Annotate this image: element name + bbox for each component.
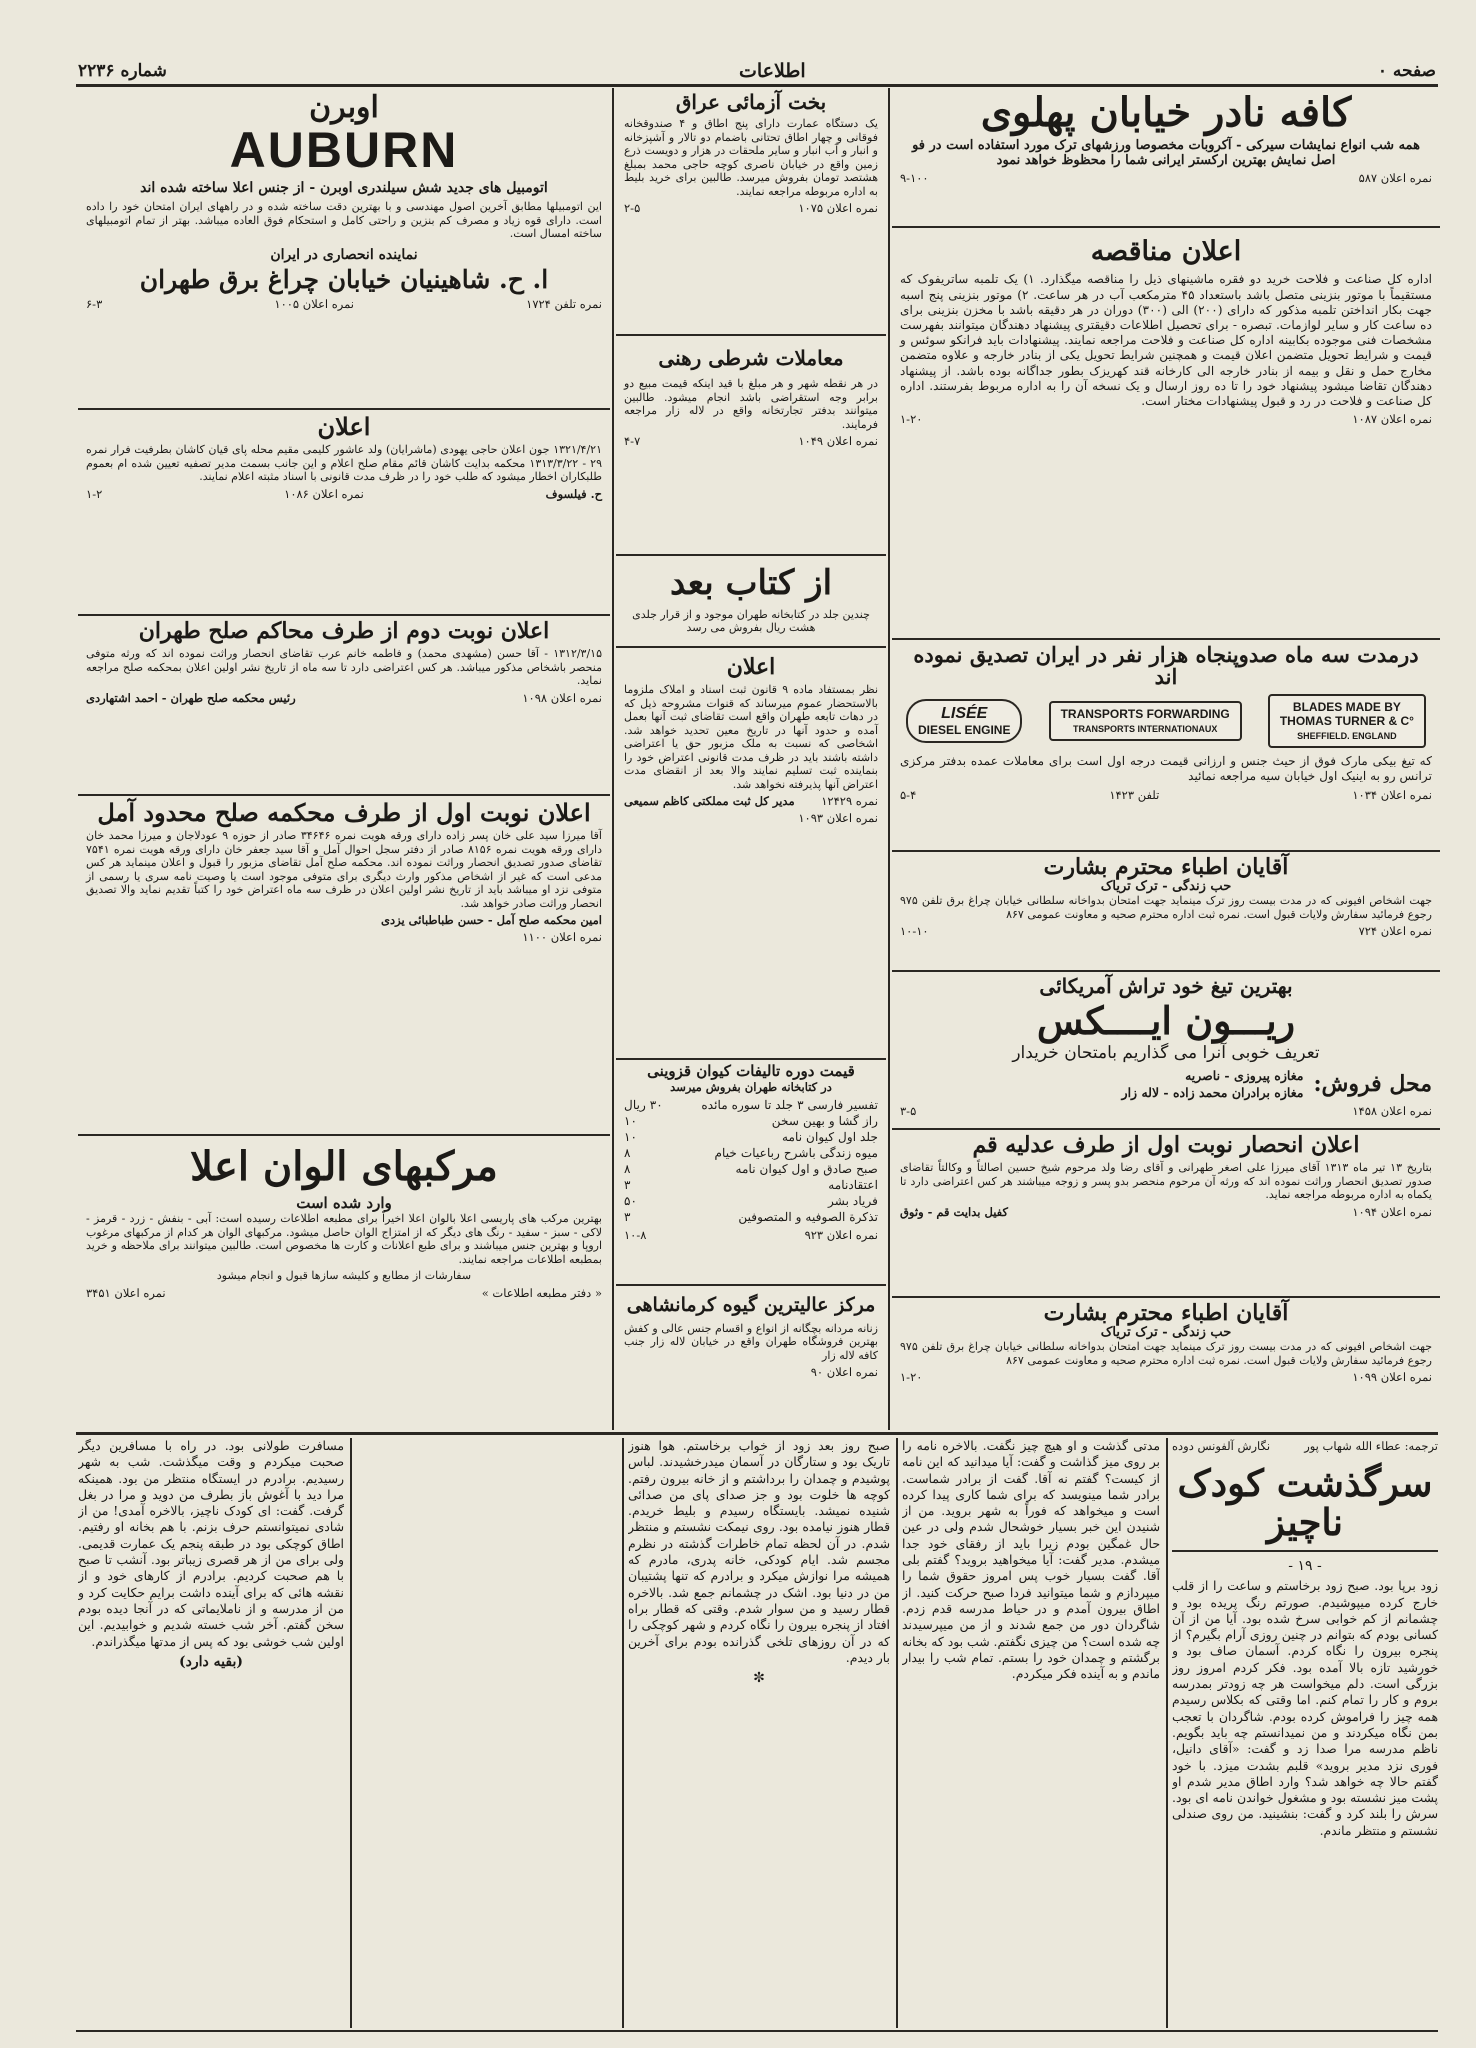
issue-number: شماره ۲۲۳۶: [78, 61, 167, 81]
story-text-3: صبح روز بعد زود از خواب برخاستم. هوا هنوز تاریک بود و ستارگان در آسمان میدرخشیدند. لباس پوشیدم و چمدان را برداشتم و از خانه بیرون رفتم. کوچه ها خلوت بود و جز صدای پای من صدائی شنیده نمیشد. بایستگاه رسیدم و بلیط خریدم. قطار هنوز نیامده بود. روی نیمکت نشستم و منتظر شدم. در آن لحظه تمام خاطرات گذشته در نظرم مجسم شد. ایام کودکی، خانه پدری، مادرم که همیشه مرا نوازش میکرد و برادرم که تنها پشتیبان من در دنیا بود. اشک در چشمانم جمع شد. بالاخره قطار رسید و من سوار شدم. وقتی که قطار براه افتاد از پنجره بیرون را نگاه کردم و شهر کوچکی را که در آن روزهای تلخی گذرانده بودم برای آخرین بار دیدم.: [628, 1438, 890, 1665]
list-item: صبح صادق و اول کیوان نامه ۸: [624, 1161, 878, 1176]
tender-ad: [892, 228, 1440, 640]
amol-court-body: آقا میرزا سید علی خان پسر زاده دارای ورقه هویت نمره ۳۴۶۴۶ صادر از حوزه ۹ عودلاجان و میرزا محمد خان دارای ورقه هویت نمره ۸۱۵۶ صادر از دفتر سجل احوال آمل و آقا سید جعفر خان دارای ورقه هویت نمره ۷۵۴۱ تقاضای صدور تصدیق انحصار وراثت نموده اند. محکمه صلح آمل تقاضای مزبور را قبول و اعلان مینماید هر کس مدعی است که غیر از اشخاص مذکور وارث دیگری برای متوفی موجود است یا وصیت نامه سری یا رسمی از متوفی نزد او میباشد باید از تاریخ نشر اولین اعلان در ظرف سه ماه اعتراض خود را کتباً تقدیم نماید والا تصدیق انحصار وراثت صادر خواهد شد.: [86, 829, 602, 910]
serial-story: [78, 1438, 1440, 2034]
razor-footer: نمره اعلان ۱۴۵۸ ۳-۵: [900, 1103, 1432, 1118]
page-number: صفحه ۰: [1377, 61, 1436, 81]
ornament-icon: ✼: [753, 1670, 765, 1687]
story-column-2: [902, 1438, 1160, 2028]
ink-ad: [78, 1136, 610, 1430]
book-title: از کتاب بعد: [669, 563, 833, 603]
book-ad: [616, 556, 886, 648]
doctors-ad-2: [892, 1298, 1440, 1430]
registry-title: اعلان: [726, 654, 776, 680]
blades-body: که تیغ بیکی مارک فوق از حیث جنس و ارزانی قیمت درجه اول است برای معاملات عمده بدفتر مرکزی ترانس رو به اینیک اول خیابان سیه مراجعه نمائید: [900, 754, 1432, 784]
cafe-title: کافه نادر خیابان پهلوی: [980, 89, 1352, 136]
story-text-4: مسافرت طولانی بود. در راه با مسافرین دیگر صحبت میکردم و وقت میگذشت. شب به شهر رسیدیم. برادرم در ایستگاه منتظر من بود. همینکه مرا دید با آغوش باز بطرف من دوید و مرا در بغل گرفت. گفت: ای کودک ناچیز، بالاخره آمدی! من از شادی نمیتوانستم حرف بزنم. با هم بخانه او رفتیم. اطاق کوچکی بود در طبقه پنجم یک عمارت قدیمی. ولی برای من از هر قصری زیباتر بود. آنشب تا صبح با هم صحبت کردیم. برادرم از کارهای خود و از نقشه هائی که برای آینده داشت برایم حکایت کرد و من از مدرسه و از ناملایماتی که در آنجا دیده بودم سخن گفتم. آخر شب خسته شدیم و خوابیدیم. این اولین شب خوشی بود که پس از مدتها میگذراندم.: [78, 1438, 344, 1649]
qom-court-footer: نمره اعلان ۱۰۹۴ کفیل بدایت قم - وثوق: [900, 1204, 1432, 1219]
left-column: [78, 88, 610, 1430]
auburn-lead: اتومبیل های جدید شش سیلندری اوبرن - از جنس اعلا ساخته شده اند: [140, 180, 548, 196]
razor-sale-label: محل فروش:: [1313, 1070, 1432, 1097]
iraq-title: بخت آزمائی عراق: [675, 90, 827, 114]
iraq-lottery-ad: [616, 88, 886, 336]
story-text-2: مدتی گذشت و او هیچ چیز نگفت. بالاخره نامه را بر روی میز گذاشت و گفت: آیا میدانید که این نامه از کیست؟ گفتم نه آقا. گفت از برادر شماست. برادر شما مینویسد که برای شما کاری پیدا کرده است و میخواهد که فوراً به شهر بروید. من از شنیدن این خبر بسیار خوشحال شدم ولی در عین حال غمگین بودم زیرا باید از رفقای خود جدا میشدم. مدیر گفت: آیا میخواهید بروید؟ گفتم بلی آقا. گفت بسیار خوب پس امروز حقوق شما را میپردازم و شما میتوانید فردا صبح حرکت کنید. از اطاق بیرون آمدم و در حیاط مدرسه قدم زدم. شاگردان دور من جمع شدند و از من میپرسیدند چه شده است؟ من چیزی نگفتم. شب بود که بخانه برگشتم و چمدان خود را بستم. تمام شب را بیدار ماندم و به آینده فکر میکردم.: [902, 1438, 1160, 1682]
amol-court-sign: امین محکمه صلح آمل - حسن طباطبائی یزدی: [380, 913, 602, 928]
amol-court-title: اعلان نوبت اول از طرف محکمه صلح محدود آمل: [97, 798, 591, 827]
ink-subtitle: وارد شده است: [296, 1194, 392, 1212]
qom-court-title: اعلان انحصار نوبت اول از طرف عدلیه قم: [972, 1132, 1360, 1158]
blades-ad: [892, 640, 1440, 852]
story-title: سرگذشت کودک ناچیز: [1172, 1464, 1438, 1552]
list-item: اعتقادنامه ۳: [624, 1177, 878, 1192]
doctors-sub-1: حب زندگی - ترک تریاک: [1100, 879, 1232, 895]
iraq-footer: نمره اعلان ۱۰۷۵ ۲-۵: [624, 201, 878, 215]
blades-logos: [906, 694, 1426, 748]
tender-footer: نمره اعلان ۱۰۸۷ ۱-۲۰: [900, 412, 1432, 427]
keyvan-books-ad: [616, 1060, 886, 1286]
list-item: میوه زندگی باشرح رباعیات خیام ۸: [624, 1145, 878, 1160]
keyvan-title: قیمت دوره تالیفات کیوان قزوینی: [647, 1062, 855, 1080]
cafe-body: همه شب انواع نمایشات سیرکی - آکروبات مخصوصا ورزشهای ترک مورد استفاده است در فو اصل نمایش بهترین ارکستر ایرانی شما را محظوظ خواهد نمود: [912, 138, 1420, 169]
razor-title: بهترین تیغ خود تراش آمریکائی: [1039, 974, 1293, 998]
doctors-title-1: آقایان اطباء محترم بشارت: [1043, 854, 1289, 880]
doctors-title-2: آقایان اطباء محترم بشارت: [1043, 1300, 1289, 1326]
auburn-body: این اتومبیلها مطابق آخرین اصول مهندسی و با بهترین دقت ساخته شده و در راههای ایران امتحان خود را داده است. دارای قوه زیاد و مصرف کم بنزین و راحتی کامل و استحکام فوق العاده میباشد. بهتر از تمام اتومبیلهای ساخته امسال است.: [86, 200, 602, 240]
story-divider-3: [622, 1438, 624, 2028]
kerman-title: مرکز عالیترین گیوه کرمانشاهی: [626, 1294, 876, 1316]
iraq-body: یک دستگاه عمارت دارای پنج اطاق و ۴ صندوقخانه فوقانی و چهار اطاق تحتانی باضمام دو تالار و آشپزخانه و انبار و آب انبار و سایر ملحقات در هزار و دویست ذرع زمین واقع در خیابان ناصری کوچه حاجی محمد بمبلغ هشتصد تومان بفروش میرسد. طالبین برای خرید بلیط به اداره مربوطه مراجعه نمایند.: [624, 117, 878, 198]
list-item: جلد اول کیوان نامه ۱۰: [624, 1129, 878, 1144]
tehran-court-footer: نمره اعلان ۱۰۹۸ رئیس محکمه صلح طهران - احمد اشتهاردی: [86, 690, 602, 705]
kashan-title: اعلان: [317, 412, 371, 441]
tehran-court-body: ۱۳۱۲/۳/۱۵ - آقا حسن (مشهدی محمد) و فاطمه خانم عرب تقاضای انحصار وراثت نموده اند که ورثه متوفی منحصر باشخاص مذکور میباشد. هر کس اعتراضی دارد تا سه ماه از تاریخ نشر اولین اعلان بمحکمه صلح مراجعه نماید.: [86, 647, 602, 688]
doctors-footer-2: نمره اعلان ۱۰۹۹ ۱-۲۰: [900, 1370, 1432, 1385]
tehran-court-notice: [78, 616, 610, 796]
registry-footer: نمره اعلان ۱۰۹۳: [798, 811, 878, 826]
story-divider-1: [1166, 1438, 1168, 2028]
keyvan-footer: نمره اعلان ۹۲۳ ۱۰-۸: [624, 1227, 878, 1242]
list-item: راز گشا و بهین سخن ۱۰: [624, 1113, 878, 1128]
razor-sale-points: [900, 1067, 1432, 1101]
story-continued: (بقیه دارد): [179, 1653, 243, 1670]
list-item: تذکرة الصوفیه و المتصوفین ۳: [624, 1209, 878, 1224]
kerman-body: زنانه مردانه بچگانه از انواع و اقسام جنس عالی و کفش بهترین فروشگاه طهران واقع در خیابان لاله زار جنب کافه لاله زار: [624, 1321, 878, 1362]
book-body: چندین جلد در کتابخانه طهران موجود و از قرار جلدی هشت ریال بفروش می رسد: [632, 607, 870, 635]
story-byline: ترجمه: عطاء الله شهاب پور نگارش آلفونس دوده: [1172, 1439, 1438, 1453]
ink-note: سفارشات از مطابع و کلیشه سازها قبول و انجام میشود: [216, 1269, 472, 1282]
auburn-ad: [78, 88, 610, 410]
amol-court-footer: نمره اعلان ۱۱۰۰: [522, 930, 602, 945]
diesel-engine-logo: LISÉE DIESEL ENGINE: [906, 699, 1022, 743]
registry-sign: نمره ۱۲۴۲۹ مدیر کل ثبت مملکتی کاظم سمیعی: [624, 794, 878, 809]
column-divider-2: [612, 88, 614, 1430]
razor-ad: [892, 972, 1440, 1130]
story-divider-4: [350, 1438, 352, 2028]
ink-footer: « دفتر مطبعه اطلاعات » نمره اعلان ۳۴۵۱: [86, 1285, 602, 1300]
blades-title: درمدت سه ماه صدوپنجاه هزار نفر در ایران تصدیق نموده اند: [913, 642, 1419, 690]
mortgage-body: در هر نقطه شهر و هر مبلغ با قید اینکه قیمت مبیع دو برابر وجه استقراضی باشد انجام میشود. طالبین میتوانند بدفتر تجارتخانه واقع در لاله زار مراجعه فرمایند.: [624, 377, 878, 431]
column-divider-1: [888, 88, 890, 1430]
kashan-notice: [78, 410, 610, 616]
razor-shops: مغازه پیروزی - ناصریه مغازه برادران محمد زاده - لاله زار: [1121, 1067, 1304, 1100]
cafe-footer: نمره اعلان ۵۸۷ ۹-۱۰۰: [900, 171, 1432, 186]
auburn-footer: نمره تلفن ۱۷۲۴ نمره اعلان ۱۰۰۵ ۶-۳: [86, 296, 602, 311]
auburn-latin-name: AUBURN: [229, 121, 459, 178]
kerman-footer: نمره اعلان ۹۰: [810, 1365, 878, 1380]
keyvan-book-list: [624, 1097, 878, 1225]
blades-footer: نمره اعلان ۱۰۳۴ تلفن ۱۴۲۳ ۵-۴: [900, 787, 1432, 802]
list-item: تفسیر فارسی ۳ جلد تا سوره مائده ۳۰ ریال: [624, 1097, 878, 1112]
mortgage-footer: نمره اعلان ۱۰۴۹ ۴-۷: [624, 434, 878, 448]
masthead: [78, 58, 1436, 84]
cafe-ad: [892, 88, 1440, 228]
bottom-rule: [76, 2030, 1438, 2032]
newspaper-name: اطلاعات: [738, 60, 806, 82]
kashan-body: ۱۳۲۱/۴/۲۱ جون اعلان حاجی یهودی (ماشرایان) ولد عاشور کلیمی مقیم محله پای قیان کاشان بطرفیت فرار نمره ۲۹ - ۱۳۱۳/۳/۲۲ محکمه بدایت کاشان قائم مقام صلح اعلام و این جانب بسمت مدیر تصفیه تعیین شده ام بعموم طلبکاران اخطار میشود که طلب خود را در ظرف مدت قانونی با اسناد مثبته اعلام نمایند.: [86, 443, 602, 484]
story-column-1: [1172, 1438, 1438, 2028]
story-divider-2: [896, 1438, 898, 2028]
doctors-body-1: جهت اشخاص افیونی که در مدت بیست روز ترک مینماید جهت امتحان بدواخانه سلطانی خیابان چراغ برق تلفن ۹۷۵ رجوع فرمائید سفارش ولایات قبول است. نمره ثبت اداره محترم صحیه و معاونت عمومی ۸۶۷: [900, 894, 1432, 921]
transports-logo: TRANSPORTS FORWARDING TRANSPORTS INTERNATIONAUX: [1049, 701, 1242, 741]
doctors-footer-1: نمره اعلان ۷۲۴ ۱۰-۱۰: [900, 924, 1432, 939]
thomas-turner-logo: BLADES MADE BY THOMAS TURNER & C° SHEFFIELD. ENGLAND: [1268, 694, 1426, 748]
story-column-4: [78, 1438, 344, 2028]
ink-body: بهترین مرکب های پاریسی اعلا بالوان اعلا اخیراً برای مطبعه اطلاعات رسیده است: آبی - بنفش - زرد - قرمز - لاکی - سبز - سفید - رنگ های دیگر که از امتزاج الوان حاصل میشود. مرکبهای الوان هر کدام از مرکبهای مرغوب اروپا و بهترین جنس میباشند و برای طبع اعلانات و کارت ها مخصوص است. طالبین میتوانند برای ملاحظه و خرید بمطبعه اطلاعات مراجعه نمایند.: [86, 1212, 602, 1266]
razor-tagline: تعریف خوبی آنرا می گذاریم بامتحان خریدار: [1012, 1042, 1320, 1063]
mortgage-ad: [616, 336, 886, 556]
story-part-number: - ۱۹ -: [1288, 1557, 1322, 1574]
kerman-shoes-ad: [616, 1286, 886, 1430]
registry-notice: [616, 648, 886, 1060]
ink-title: مرکبهای الوان اعلا: [190, 1143, 498, 1190]
mortgage-title: معاملات شرطی رهنی: [658, 346, 844, 370]
registry-body: نظر بمستفاد ماده ۹ قانون ثبت اسناد و املاک ملزوما بالاستحضار عموم میرساند که قنوات مشروحه ذیل که در دهات تابعه طهران واقع است تقاضای ثبت آنها بعمل آمده و حدود آنها در تاریخ معین تحدید خواهد شد. اشخاصی که نسبت به ملک مزبور حق یا اعتراضی داشته باشند باید در ظرف مدت قانونی اعتراض خود را بنماینده ثبت تسلیم نمایند والا بعد از انقضای مدت اعتراض آنها پذیرفته نخواهد شد.: [624, 683, 879, 791]
right-column: [892, 88, 1440, 1430]
story-column-3: [628, 1438, 890, 2028]
tender-body: اداره کل صناعت و فلاحت خرید دو فقره ماشینهای ذیل را مناقصه میگذارد. ۱) یک تلمبه ساتریفوک که مستقیماً با موتور بنزینی متصل باشد باستعداد ۴۵ مترمکعب آب در هر ساعت. ۲) موتور بنزینی پنج اسبه جهت بکار انداختن تلمبه مذکور که دارای (۲۰۰) الی (۳۰۰) دوران در هر دقیقه باشد با مخزن بنزینی برای ده ساعت کار و سایر لوازمات. تبصره - برای تحصیل اطلاعات دقیقتری پیشنهاد دهندگان میتوانند بفهرست مشخصات فنی موجوده بکابینه اداره کل صناعت و فلاحت مراجعه نمایند. پیشنهادات باید فرانکو سوئس و قیمت و شرایط تحویل متضمن اعلان قیمت و همچنین شرایط تحویل یکی از بنادر خارجه و علاوه متضمن مخارج حمل و نقل و بیمه از بنادر خارجه الی کارخانه قند کهریزک بطور جداگانه بوده باشد. از پیشنهاد دهندگان تقاضا میشود پیشنهاد خود را تا ده روز ارسال و یک نسخه آن را به اداره مربوط بفرستند. اداره کل صناعت و فلاحت در رد و قبول پیشنهادات مختار است.: [900, 272, 1433, 408]
tehran-court-title: اعلان نوبت دوم از طرف محاکم صلح طهران: [138, 618, 550, 644]
story-section-rule: [76, 1432, 1438, 1435]
qom-court-body: بتاریخ ۱۳ تیر ماه ۱۳۱۳ آقای میرزا علی اصغر طهرانی و آقای رضا ولد مرحوم شیخ حسین اصالتاً و وکالتاً تقاضای صدور تصدیق انحصار وراثت نموده اند که ورثه آن مرحوم منحصر بدو پسر و زوجه میباشند هر کس اعتراضی دارد تا یکماه به اداره مربوطه مراجعه نماید.: [900, 1161, 1432, 1202]
story-text-1: زود برپا بود. صبح زود برخاستم و ساعت را از قلب خارج کرده میپوشیدم. صورتم رنگ پریده بود و چشمانم از کم خوابی سرخ شده بود. آیا من از آن کسانی بودم که بتوانم در چنین روزی آرام بگیرم؟ از پنجره بیرون را نگاه کردم. آسمان صاف بود و خورشید تازه بالا آمده بود. فکر کردم امروز روز بزرگی است. دلم میخواست هر چه زودتر بمدرسه بروم و کار را تمام کنم. اما وقتی که بکلاس رسیدم همه چیز را فراموش کرده بودم. شاگردان با تعجب بمن نگاه میکردند و من نمیدانستم چه باید بگویم. ناظم مدرسه مرا صدا زد و گفت: «آقای دانیل، فوری نزد مدیر بروید» قلبم بشدت میزد. با خود گفتم حالا چه خواهد شد؟ وارد اطاق مدیر شدم او پشت میز نشسته بود و مشغول خواندن نامه ای بود. سرش را بلند کرد و گفت: بنشینید. من روی صندلی نشستم و منتظر ماندم.: [1172, 1578, 1438, 1838]
razor-brand: ریـــون ایــــکس: [1036, 998, 1296, 1043]
amol-court-notice: [78, 796, 610, 1136]
list-item: فریاد بشر ۵۰: [624, 1193, 878, 1208]
auburn-persian-name: اوبرن: [309, 90, 379, 125]
doctors-ad-1: [892, 852, 1440, 972]
middle-column: [616, 88, 886, 1430]
tender-title: اعلان مناقصه: [1090, 236, 1242, 267]
masthead-rule: [76, 84, 1438, 87]
auburn-agent-label: نماینده انحصاری در ایران: [270, 246, 418, 263]
auburn-agent-name: ا. ح. شاهینیان خیابان چراغ برق طهران: [139, 264, 549, 294]
keyvan-subtitle: در کتابخانه طهران بفروش میرسد: [670, 1079, 832, 1094]
qom-court-ad: [892, 1130, 1440, 1298]
doctors-body-2: جهت اشخاص افیونی که در مدت بیست روز ترک مینماید جهت امتحان بدواخانه سلطانی خیابان چراغ برق تلفن ۹۷۵ رجوع فرمائید سفارش ولایات قبول است. نمره ثبت اداره محترم صحیه و معاونت عمومی ۸۶۷: [900, 1340, 1432, 1367]
kashan-footer: ح. فیلسوف نمره اعلان ۱۰۸۶ ۱-۲: [86, 486, 602, 501]
doctors-sub-2: حب زندگی - ترک تریاک: [1100, 1325, 1232, 1341]
